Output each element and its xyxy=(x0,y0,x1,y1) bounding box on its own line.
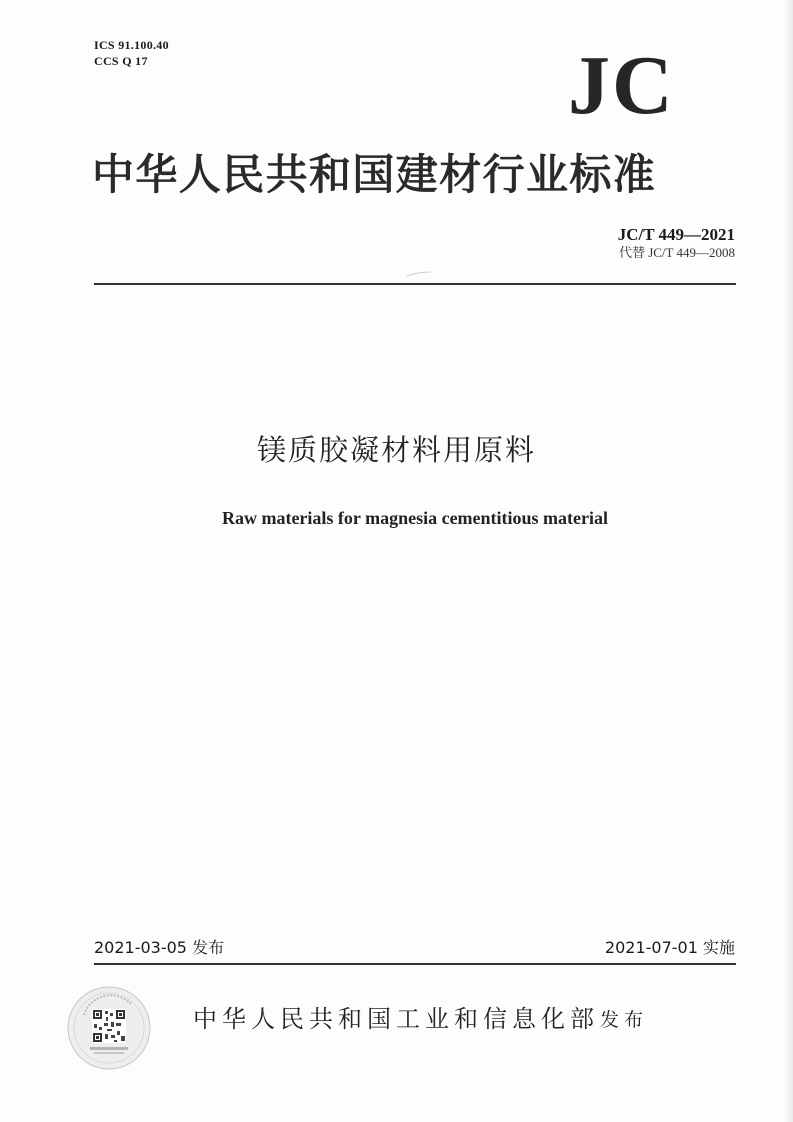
standard-number: JC/T 449—2021 xyxy=(617,225,735,244)
footer-divider xyxy=(94,963,736,965)
replaced-standard-number: 代替 JC/T 449—2008 xyxy=(618,245,735,260)
ccs-code: CCS Q 17 xyxy=(94,54,148,68)
qr-code-seal-icon xyxy=(66,985,152,1071)
header-divider xyxy=(94,283,736,285)
document-title-chinese: 镁质胶凝材料用原料 xyxy=(256,433,536,467)
publisher-action: 发布 xyxy=(600,1009,649,1031)
scan-artifact xyxy=(406,262,432,268)
document-title-english: Raw materials for magnesia cementitious material xyxy=(221,508,609,528)
implementation-date: 2021-07-01 实施 xyxy=(604,938,735,957)
standard-category-title: 中华人民共和国建材行业标准 xyxy=(92,150,657,199)
jc-logo: JC xyxy=(568,39,675,132)
scan-edge-shadow xyxy=(783,0,793,1122)
publication-date: 2021-03-05 发布 xyxy=(94,938,225,957)
classification-codes xyxy=(94,37,169,69)
publisher-name: 中华人民共和国工业和信息化部 xyxy=(193,1005,599,1033)
ics-code: ICS 91.100.40 xyxy=(94,38,169,52)
